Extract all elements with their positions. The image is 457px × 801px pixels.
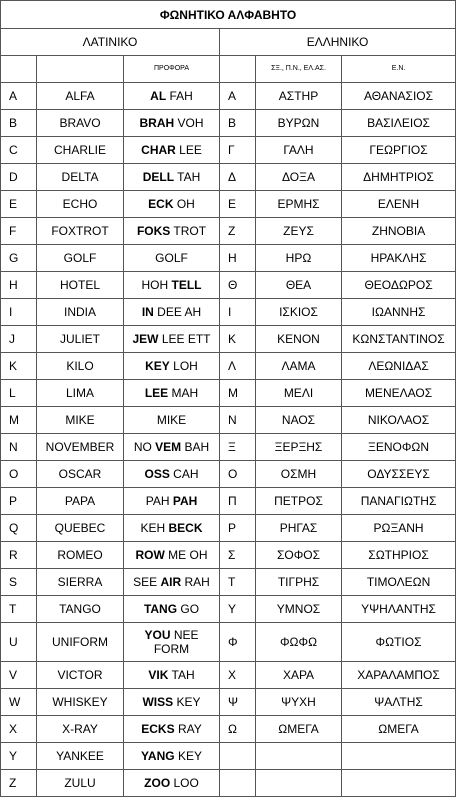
pronunciation — [124, 245, 220, 272]
latin-letter: W — [1, 689, 37, 716]
latin-letter: O — [1, 461, 37, 488]
stressed-syllable: ROW — [135, 548, 165, 562]
greek-army-word: ΩΜΕΓΑ — [342, 716, 456, 743]
syllable: GOLF — [155, 251, 188, 265]
greek-army-word: ΙΩΑΝΝΗΣ — [342, 299, 456, 326]
latin-letter: D — [1, 164, 37, 191]
greek-military-word: ΛΑΜΑ — [256, 353, 342, 380]
pronunciation — [124, 569, 220, 596]
latin-word: UNIFORM — [37, 623, 124, 662]
greek-army-word: ΚΩΝΣΤΑΝΤΙΝΟΣ — [342, 326, 456, 353]
greek-letter — [220, 770, 256, 797]
greek-army-word: ΗΡΑΚΛΗΣ — [342, 245, 456, 272]
greek-army-word: ΡΩΞΑΝΗ — [342, 515, 456, 542]
table-row — [1, 716, 456, 743]
greek-army-word: ΔΗΜΗΤΡΙΟΣ — [342, 164, 456, 191]
latin-word: CHARLIE — [37, 137, 124, 164]
stressed-syllable: CHAR — [141, 143, 176, 157]
stressed-syllable: ECK — [148, 197, 174, 211]
greek-army-word: ΧΑΡΑΛΑΜΠΟΣ — [342, 662, 456, 689]
greek-letter: Θ — [220, 272, 256, 299]
latin-letter: L — [1, 380, 37, 407]
greek-army-word: ΣΩΤΗΡΙΟΣ — [342, 542, 456, 569]
greek-military-word: ΔΟΞΑ — [256, 164, 342, 191]
latin-letter: P — [1, 488, 37, 515]
table-row — [1, 326, 456, 353]
syllable: NO — [133, 440, 156, 454]
table-row — [1, 623, 456, 662]
greek-header: ΕΛΛΗΝΙΚΟ — [220, 29, 456, 56]
table-row — [1, 542, 456, 569]
greek-military-word: ΨΥΧΗ — [256, 689, 342, 716]
syllable: LEE ETT — [158, 332, 211, 346]
latin-word: GOLF — [37, 245, 124, 272]
subheader-empty-3 — [220, 56, 256, 83]
syllable: LEE — [175, 143, 202, 157]
greek-letter: O — [220, 461, 256, 488]
greek-military-word: ΣΟΦΟΣ — [256, 542, 342, 569]
pronunciation — [124, 542, 220, 569]
syllable: LOH — [169, 359, 198, 373]
greek-army-word — [342, 743, 456, 770]
table-row — [1, 407, 456, 434]
pronunciation — [124, 689, 220, 716]
stressed-syllable: BECK — [168, 521, 203, 535]
pronunciation — [124, 83, 220, 110]
greek-letter: Φ — [220, 623, 256, 662]
syllable: PAH — [145, 494, 173, 508]
pronunciation — [124, 191, 220, 218]
latin-word: LIMA — [37, 380, 124, 407]
table-row — [1, 299, 456, 326]
latin-letter: H — [1, 272, 37, 299]
stressed-syllable: JEW — [132, 332, 159, 346]
greek-letter: Σ — [220, 542, 256, 569]
latin-letter: T — [1, 596, 37, 623]
greek-letter: X — [220, 662, 256, 689]
syllable: SEE — [133, 575, 161, 589]
greek-letter: T — [220, 569, 256, 596]
greek-military-word: ΤΙΓΡΗΣ — [256, 569, 342, 596]
stressed-syllable: TELL — [171, 278, 202, 292]
table-row — [1, 770, 456, 797]
stressed-syllable: FOKS — [136, 224, 171, 238]
stressed-syllable: BRAH — [139, 116, 175, 130]
pronunciation — [124, 743, 220, 770]
greek-military-word: ΖΕΥΣ — [256, 218, 342, 245]
greek-military-word: ΘΕΑ — [256, 272, 342, 299]
table-row — [1, 461, 456, 488]
pronunciation — [124, 164, 220, 191]
greek-letter: Y — [220, 596, 256, 623]
greek-military-word: ΙΣΚΙΟΣ — [256, 299, 342, 326]
greek-letter: Ξ — [220, 434, 256, 461]
syllable: HOH — [141, 278, 172, 292]
latin-letter: U — [1, 623, 37, 662]
pronunciation — [124, 218, 220, 245]
greek-letter: Z — [220, 218, 256, 245]
latin-word: ALFA — [37, 83, 124, 110]
latin-word: YANKEE — [37, 743, 124, 770]
greek-army-word: ΦΩΤΙΟΣ — [342, 623, 456, 662]
greek-military-word: ΝΑΟΣ — [256, 407, 342, 434]
latin-letter: E — [1, 191, 37, 218]
greek-letter: E — [220, 191, 256, 218]
pronunciation — [124, 272, 220, 299]
greek-army-word: ΠΑΝΑΓΙΩΤΗΣ — [342, 488, 456, 515]
greek-army-word: ΕΛΕΝΗ — [342, 191, 456, 218]
latin-letter: B — [1, 110, 37, 137]
greek-army-word: ΞΕΝΟΦΩΝ — [342, 434, 456, 461]
syllable: VOH — [174, 116, 204, 130]
syllable: CAH — [169, 467, 199, 481]
stressed-syllable: AL — [150, 89, 167, 103]
syllable: MAH — [168, 386, 199, 400]
latin-word: WHISKEY — [37, 689, 124, 716]
greek-military-word: ΩΜΕΓΑ — [256, 716, 342, 743]
pronunciation — [124, 770, 220, 797]
latin-word: BRAVO — [37, 110, 124, 137]
syllable: TAH — [168, 668, 195, 682]
greek-army-word: ΥΨΗΛΑΝΤΗΣ — [342, 596, 456, 623]
syllable: ME OH — [164, 548, 208, 562]
latin-word: OSCAR — [37, 461, 124, 488]
table-row — [1, 569, 456, 596]
latin-letter: X — [1, 716, 37, 743]
stressed-syllable: TANG — [143, 602, 178, 616]
greek-military-word: ΥΜΝΟΣ — [256, 596, 342, 623]
table-row — [1, 743, 456, 770]
pronunciation — [124, 515, 220, 542]
latin-word: X-RAY — [37, 716, 124, 743]
pronunciation-header: ΠΡΟΦΟΡΑ — [124, 56, 220, 83]
greek-army-word: ΨΑΛΤΗΣ — [342, 689, 456, 716]
syllable: OH — [173, 197, 195, 211]
table-row — [1, 488, 456, 515]
latin-word: FOXTROT — [37, 218, 124, 245]
latin-letter: N — [1, 434, 37, 461]
greek-letter: Π — [220, 488, 256, 515]
pronunciation — [124, 662, 220, 689]
greek-army-word — [342, 770, 456, 797]
pronunciation — [124, 380, 220, 407]
syllable: RAY — [174, 722, 202, 736]
latin-word: ROMEO — [37, 542, 124, 569]
greek-military-word: ΠΕΤΡΟΣ — [256, 488, 342, 515]
latin-word: PAPA — [37, 488, 124, 515]
latin-letter: A — [1, 83, 37, 110]
greek-military-word — [256, 770, 342, 797]
latin-letter: M — [1, 407, 37, 434]
latin-letter: R — [1, 542, 37, 569]
table-row — [1, 434, 456, 461]
latin-header: ΛΑΤΙΝΙΚΟ — [1, 29, 220, 56]
greek-military-word: ΑΣΤΗΡ — [256, 83, 342, 110]
latin-letter: V — [1, 662, 37, 689]
greek-letter: Λ — [220, 353, 256, 380]
pronunciation — [124, 110, 220, 137]
greek-military-word: ΡΗΓΑΣ — [256, 515, 342, 542]
military-header: ΣΞ., Π.Ν., ΕΛ.ΑΣ. — [256, 56, 342, 83]
latin-letter: Y — [1, 743, 37, 770]
table-row — [1, 137, 456, 164]
table-row — [1, 272, 456, 299]
group-header-row — [1, 29, 456, 56]
latin-letter: I — [1, 299, 37, 326]
stressed-syllable: PAH — [172, 494, 198, 508]
syllable: LOO — [170, 776, 199, 790]
syllable: RAH — [181, 575, 210, 589]
subheader-row — [1, 56, 456, 83]
latin-word: VICTOR — [37, 662, 124, 689]
table-row — [1, 245, 456, 272]
pronunciation — [124, 326, 220, 353]
table-title: ΦΩΝΗΤΙΚΟ ΑΛΦΑΒΗΤΟ — [1, 1, 456, 29]
stressed-syllable: LEE — [144, 386, 169, 400]
greek-letter — [220, 743, 256, 770]
syllable: TROT — [170, 224, 207, 238]
greek-military-word: ΜΕΛΙ — [256, 380, 342, 407]
pronunciation — [124, 407, 220, 434]
table-row — [1, 380, 456, 407]
greek-military-word — [256, 743, 342, 770]
latin-word: DELTA — [37, 164, 124, 191]
pronunciation — [124, 299, 220, 326]
greek-military-word: ΚΕΝΟΝ — [256, 326, 342, 353]
syllable: KEY — [173, 695, 201, 709]
greek-letter: P — [220, 515, 256, 542]
latin-word: TANGO — [37, 596, 124, 623]
pronunciation — [124, 623, 220, 662]
table-row — [1, 191, 456, 218]
greek-army-word: ΤΙΜΟΛΕΩΝ — [342, 569, 456, 596]
latin-word: NOVEMBER — [37, 434, 124, 461]
greek-army-word: ΟΔΥΣΣΕΥΣ — [342, 461, 456, 488]
greek-letter: Ψ — [220, 689, 256, 716]
latin-letter: S — [1, 569, 37, 596]
latin-letter: Z — [1, 770, 37, 797]
table-row — [1, 596, 456, 623]
table-row — [1, 164, 456, 191]
syllable: NEE FORM — [153, 628, 199, 656]
stressed-syllable: OSS — [144, 467, 170, 481]
greek-letter: B — [220, 110, 256, 137]
greek-letter: M — [220, 380, 256, 407]
stressed-syllable: IN — [141, 305, 154, 319]
latin-word: ECHO — [37, 191, 124, 218]
latin-word: KILO — [37, 353, 124, 380]
pronunciation — [124, 353, 220, 380]
pronunciation — [124, 137, 220, 164]
greek-military-word: ΕΡΜΗΣ — [256, 191, 342, 218]
syllable: KEY — [174, 749, 202, 763]
stressed-syllable: YOU — [144, 628, 171, 642]
latin-letter: Q — [1, 515, 37, 542]
greek-military-word: ΦΩΦΩ — [256, 623, 342, 662]
greek-military-word: ΓΑΛΗ — [256, 137, 342, 164]
pronunciation — [124, 461, 220, 488]
latin-word: QUEBEC — [37, 515, 124, 542]
stressed-syllable: ECKS — [141, 722, 175, 736]
greek-letter: Γ — [220, 137, 256, 164]
greek-military-word: ΒΥΡΩΝ — [256, 110, 342, 137]
greek-army-word: ΑΘΑΝΑΣΙΟΣ — [342, 83, 456, 110]
army-header: Ε.Ν. — [342, 56, 456, 83]
greek-military-word: ΧΑΡΑ — [256, 662, 342, 689]
latin-word: JULIET — [37, 326, 124, 353]
latin-word: SIERRA — [37, 569, 124, 596]
latin-letter: K — [1, 353, 37, 380]
greek-army-word: ΖΗΝΟΒΙΑ — [342, 218, 456, 245]
greek-army-word: ΒΑΣΙΛΕΙΟΣ — [342, 110, 456, 137]
pronunciation — [124, 488, 220, 515]
stressed-syllable: WISS — [142, 695, 174, 709]
stressed-syllable: VIK — [148, 668, 169, 682]
stressed-syllable: ZOO — [144, 776, 171, 790]
subheader-empty-2 — [37, 56, 124, 83]
greek-letter: H — [220, 245, 256, 272]
title-row — [1, 1, 456, 29]
pronunciation — [124, 434, 220, 461]
pronunciation — [124, 716, 220, 743]
greek-letter: K — [220, 326, 256, 353]
greek-letter: A — [220, 83, 256, 110]
greek-army-word: ΘΕΟΔΩΡΟΣ — [342, 272, 456, 299]
latin-letter: G — [1, 245, 37, 272]
greek-letter: Δ — [220, 164, 256, 191]
table-row — [1, 110, 456, 137]
greek-military-word: ΞΕΡΞΗΣ — [256, 434, 342, 461]
pronunciation — [124, 596, 220, 623]
greek-letter: Ω — [220, 716, 256, 743]
greek-military-word: ΗΡΩ — [256, 245, 342, 272]
table-row — [1, 689, 456, 716]
latin-word: ZULU — [37, 770, 124, 797]
syllable: BAH — [181, 440, 210, 454]
stressed-syllable: AIR — [160, 575, 182, 589]
greek-letter: N — [220, 407, 256, 434]
latin-letter: J — [1, 326, 37, 353]
latin-word: INDIA — [37, 299, 124, 326]
table-row — [1, 83, 456, 110]
syllable: MIKE — [156, 413, 187, 427]
greek-military-word: ΟΣΜΗ — [256, 461, 342, 488]
table-row — [1, 218, 456, 245]
greek-army-word: ΛΕΩΝΙΔΑΣ — [342, 353, 456, 380]
stressed-syllable: DELL — [142, 170, 175, 184]
latin-letter: C — [1, 137, 37, 164]
greek-letter: I — [220, 299, 256, 326]
stressed-syllable: VEM — [155, 440, 182, 454]
syllable: TAH — [174, 170, 201, 184]
subheader-empty-1 — [1, 56, 37, 83]
syllable: GO — [177, 602, 200, 616]
table-row — [1, 353, 456, 380]
latin-letter: F — [1, 218, 37, 245]
syllable: KEH — [140, 521, 169, 535]
greek-army-word: ΝΙΚΟΛΑΟΣ — [342, 407, 456, 434]
syllable: FAH — [166, 89, 193, 103]
table-row — [1, 662, 456, 689]
latin-word: MIKE — [37, 407, 124, 434]
syllable: DEE AH — [153, 305, 202, 319]
stressed-syllable: YANG — [141, 749, 175, 763]
stressed-syllable: KEY — [145, 359, 170, 373]
greek-army-word: ΓΕΩΡΓΙΟΣ — [342, 137, 456, 164]
table-row — [1, 515, 456, 542]
greek-army-word: ΜΕΝΕΛΑΟΣ — [342, 380, 456, 407]
latin-word: HOTEL — [37, 272, 124, 299]
